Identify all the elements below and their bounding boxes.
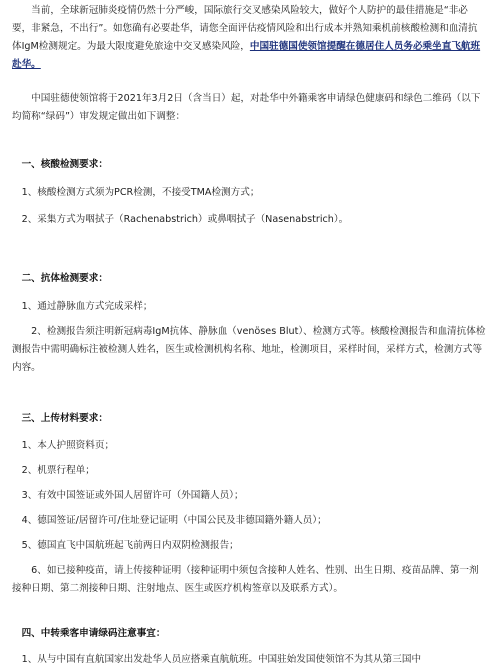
- intro-paragraph: [12, 2, 487, 74]
- intro-text: 当前，全球新冠肺炎疫情仍然十分严峻，国际旅行交叉感染风险较大，做好个人防护的最佳措施是“非必要，非紧急，不出行”。如您确有必要赴华，请您全面评估疫情风险和出行成本并熟知乘机前核酸检测和血清抗体IgM检测规定。为最大限度避免旅途中交叉感染风险，: [12, 5, 478, 52]
- section-2-item-2: 2、检测报告须注明新冠病毒IgM抗体、静脉血（venöses Blut）、检测方式等。核酸检测报告和血清抗体检测报告中需明确标注被检测人姓名，医生或检测机构名称、地址，检测项目，采样时间，采样方式，检测方式等内容。: [12, 326, 486, 373]
- article-page: [0, 2, 500, 665]
- section-3-item-3: 3、有效中国签证或外国人居留许可（外国籍人员）；: [12, 490, 244, 501]
- section-3-item-2: 2、机票行程单；: [12, 465, 95, 476]
- section-2-title: 二、抗体检测要求：: [12, 273, 108, 284]
- section-4-item-1: 1、从与中国有直航国家出发赴华人员应搭乘直航航班。中国驻始发国使领馆不为其从第三国中: [12, 654, 422, 665]
- section-3-item-1: 1、本人护照资料页；: [12, 440, 115, 451]
- section-1-item-2: 2、采集方式为咽拭子（Rachenabstrich）或鼻咽拭子（Nasenabstrich）。: [12, 214, 349, 225]
- section-3-title: 三、上传材料要求：: [12, 413, 108, 424]
- notice-paragraph: 中国驻德使领馆将于2021年3月2日（含当日）起，对赴华中外籍乘客申请绿色健康码和绿色二维码（以下均简称“绿码”）审发规定做出如下调整：: [12, 93, 481, 122]
- section-2-item-1: 1、通过静脉血方式完成采样；: [12, 301, 153, 312]
- intro-highlight: 中国驻德国使领馆提醒在德居住人员务必乘坐直飞航班赴华。: [12, 41, 481, 70]
- section-3-item-4: 4、德国签证/居留许可/住址登记证明（中国公民及非德国籍外籍人员）；: [12, 515, 327, 526]
- section-3-item-6: 6、如已接种疫苗，请上传接种证明（接种证明中须包含接种人姓名、性别、出生日期、疫苗品牌、第一剂接种日期、第二剂接种日期、注射地点、医生或医疗机构签章以及联系方式）。: [12, 565, 479, 594]
- section-3-item-5: 5、德国直飞中国航班起飞前两日内双阴检测报告；: [12, 540, 239, 551]
- section-1-item-1: 1、核酸检测方式须为PCR检测，不接受TMA检测方式；: [12, 187, 260, 198]
- section-4-title: 四、中转乘客申请绿码注意事宜：: [12, 628, 166, 639]
- section-1-title: 一、核酸检测要求：: [12, 159, 108, 170]
